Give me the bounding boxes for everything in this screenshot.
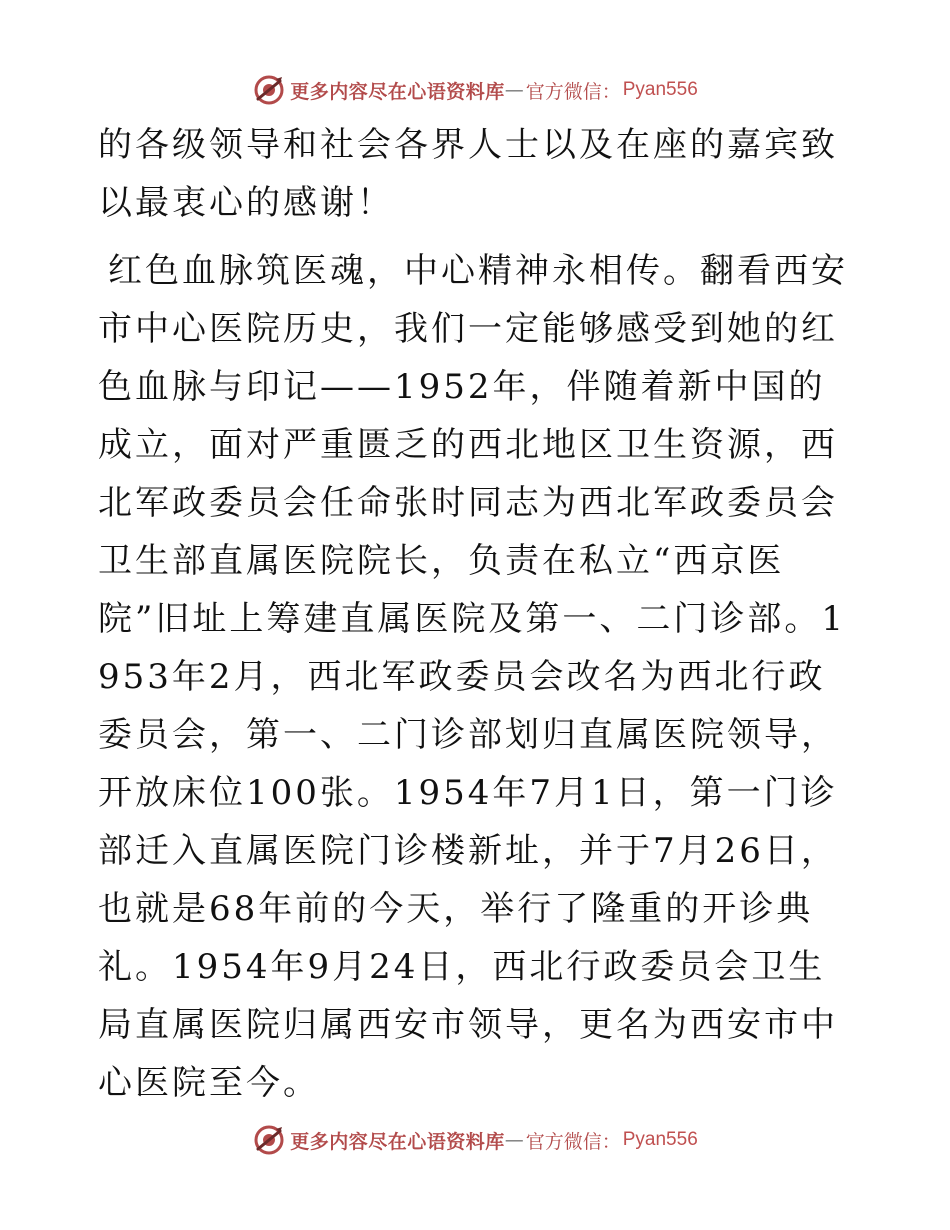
page-header (0, 72, 950, 108)
paragraph-2: 红色血脉筑医魂，中心精神永相传。翻看西安市中心医院历史，我们一定能够感受到她的红色血脉与印记——1952年，伴随着新中国的成立，面对严重匮乏的西北地区卫生资源，西北军政委员会任命张时同志为西北军政委员会卫生部直属医院院长，负责在私立“西京医院”旧址上筹建直属医院及第一、二门诊部。1953年2月，西北军政委员会改名为西北行政委员会，第一、二门诊部划归直属医院领导，开放床位100张。1954年7月1日，第一门诊部迁入直属医院门诊楼新址，并于7月26日，也就是68年前的今天，举行了隆重的开诊典礼。1954年9月24日，西北行政委员会卫生局直属医院归属西安市领导，更名为西安市中心医院至今。 (98, 251, 848, 1103)
watermark-label: 官方微信： (525, 1130, 621, 1153)
watermark-label: 官方微信： (525, 80, 621, 103)
logo-icon (252, 1123, 286, 1157)
watermark-main-text: 更多内容尽在心语资料库 (290, 1130, 505, 1153)
footer-watermark (252, 1123, 698, 1157)
watermark-separator: — (504, 79, 524, 101)
header-watermark (252, 73, 698, 107)
page-footer (0, 1122, 950, 1158)
logo-icon (252, 73, 286, 107)
watermark-id: Pyan556 (622, 1129, 698, 1150)
paragraph-1: 的各级领导和社会各界人士以及在座的嘉宾致以最衷心的感谢！ (98, 125, 838, 223)
watermark-main-text: 更多内容尽在心语资料库 (290, 80, 505, 103)
document-body (98, 116, 858, 1112)
watermark-id: Pyan556 (622, 79, 698, 100)
watermark-separator: — (504, 1129, 524, 1151)
